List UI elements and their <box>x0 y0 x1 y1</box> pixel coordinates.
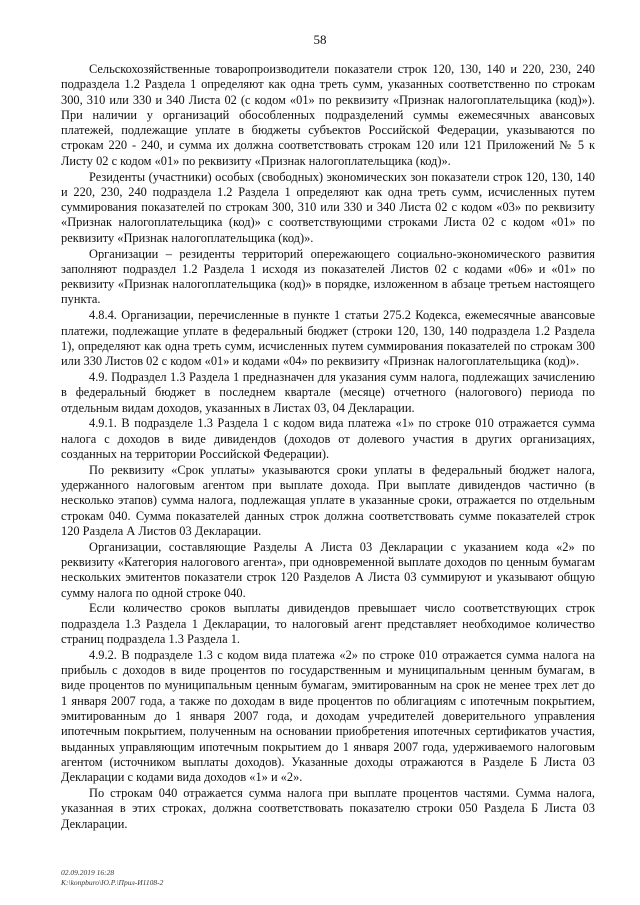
document-footer <box>61 868 163 887</box>
paragraph: Сельскохозяйственные товаропроизводители показатели строк 120, 130, 140 и 220, 230, 240 подраздела 1.2 Раздела 1 определяют как одна треть сумм, указанных соответственно по строкам 300, 310 или 330 и 340 Листа 02 (с кодом «01» по реквизиту «Признак налогоплательщика (код)»). При наличии у организаций обособленных подразделений суммы ежемесячных авансовых платежей, подлежащие уплате в бюджеты субъектов Российской Федерации, указываются по строкам 220 - 240, и сумма их должна соответствовать строкам 120 или 121 Приложений № 5 к Листу 02 с кодом «01» по реквизиту «Признак налогоплательщика (код)». <box>61 62 595 168</box>
paragraph: По строкам 040 отражается сумма налога при выплате процентов частями. Сумма налога, указанная в этих строках, должна соответствовать показателю строки 050 Раздела Б Листа 03 Декларации. <box>61 785 595 831</box>
paragraph: Организации – резиденты территорий опережающего социально-экономического развития заполняют подраздел 1.2 Раздела 1 исходя из показателей Листов 02 с кодами «06» и «01» по реквизиту «Признак налогоплательщика (код)» в порядке, изложенном в абзаце третьем настоящего пункта. <box>61 246 595 307</box>
paragraph: По реквизиту «Срок уплаты» указываются сроки уплаты в федеральный бюджет налога, удержанного налоговым агентом при выплате дохода. При выплате дивидендов частично (в несколько этапов) сумма налога, подлежащая уплате в указанные сроки, отражается по отдельным строкам 040. Сумма показателей данных строк должна соответствовать сумме показателей строк 120 Раздела А Листов 03 Декларации. <box>61 462 595 538</box>
page-number: 58 <box>313 32 327 47</box>
paragraph: Организации, составляющие Разделы А Листа 03 Декларации с указанием кода «2» по реквизиту «Категория налогового агента», при одновременной выплате доходов по ценным бумагам нескольких эмитентов показатели строк 120 Разделов А Листа 03 суммируют и указывают общую сумму налога по одной строке 040. <box>61 539 595 600</box>
paragraph: 4.9.2. В подразделе 1.3 с кодом вида платежа «2» по строке 010 отражается сумма налога на прибыль с доходов в виде процентов по государственным и муниципальным ценным бумагам, в виде процентов по муниципальным ценным бумагам, эмитированным на срок не менее трех лет до 1 января 2007 года, а также по доходам в виде процентов по облигациям с ипотечным покрытием, эмитированным до 1 января 2007 года, и доходам учредителей доверительного управления ипотечным покрытием, полученным на основании приобретения ипотечных сертификатов участия, выданных управляющим ипотечным покрытием до 1 января 2007 года, удерживаемого налоговым агентом (источником выплаты доходов). Указанные доходы отражаются в Разделе Б Листа 03 Декларации с кодами вида доходов «1» и «2». <box>61 647 595 785</box>
footer-timestamp: 02.09.2019 16:28 <box>61 868 115 877</box>
paragraph: 4.9.1. В подразделе 1.3 Раздела 1 с кодом вида платежа «1» по строке 010 отражается сумма налога с доходов в виде дивидендов (доходов от долевого участия в других организациях, созданных на территории Российской Федерации). <box>61 416 595 461</box>
document-body <box>61 62 595 832</box>
paragraph: Если количество сроков выплаты дивидендов превышает число соответствующих строк подраздела 1.3 Раздела 1 Декларации, то налоговый агент представляет необходимое количество страниц подраздела 1.3 Раздела 1. <box>61 601 595 646</box>
paragraph: 4.8.4. Организации, перечисленные в пункте 1 статьи 275.2 Кодекса, ежемесячные авансовые платежи, подлежащие уплате в федеральный бюджет (строки 120, 130, 140 подраздела 1.2 Раздела 1), определяют как одна треть сумм, исчисленных путем суммирования показателей по строкам 300 или 330 Листов 02 с кодом «01» и кодами «04» по реквизиту «Признак налогоплательщика (код)». <box>61 308 595 369</box>
paragraph: 4.9. Подраздел 1.3 Раздела 1 предназначен для указания сумм налога, подлежащих зачислению в федеральный бюджет в последнем квартале (месяце) отчетного (налогового) периода по отдельным видам доходов, указанных в Листах 03, 04 Декларации. <box>61 369 595 415</box>
paragraph: Резиденты (участники) особых (свободных) экономических зон показатели строк 120, 130, 140 и 220, 230, 240 подраздела 1.2 Раздела 1 определяют как одна треть сумм, исчисленных путем суммирования показателей по строкам 300, 310 или 330 и 340 Листа 02 с кодом «03» по реквизиту «Признак налогоплательщика (код)» с соответствующими строками Листа 02 с кодом «01» по реквизиту «Признак налогоплательщика (код)». <box>61 169 595 245</box>
footer-file-path: K:\konpburo\Ю.Р.\Прил-И1108-2 <box>61 877 164 887</box>
